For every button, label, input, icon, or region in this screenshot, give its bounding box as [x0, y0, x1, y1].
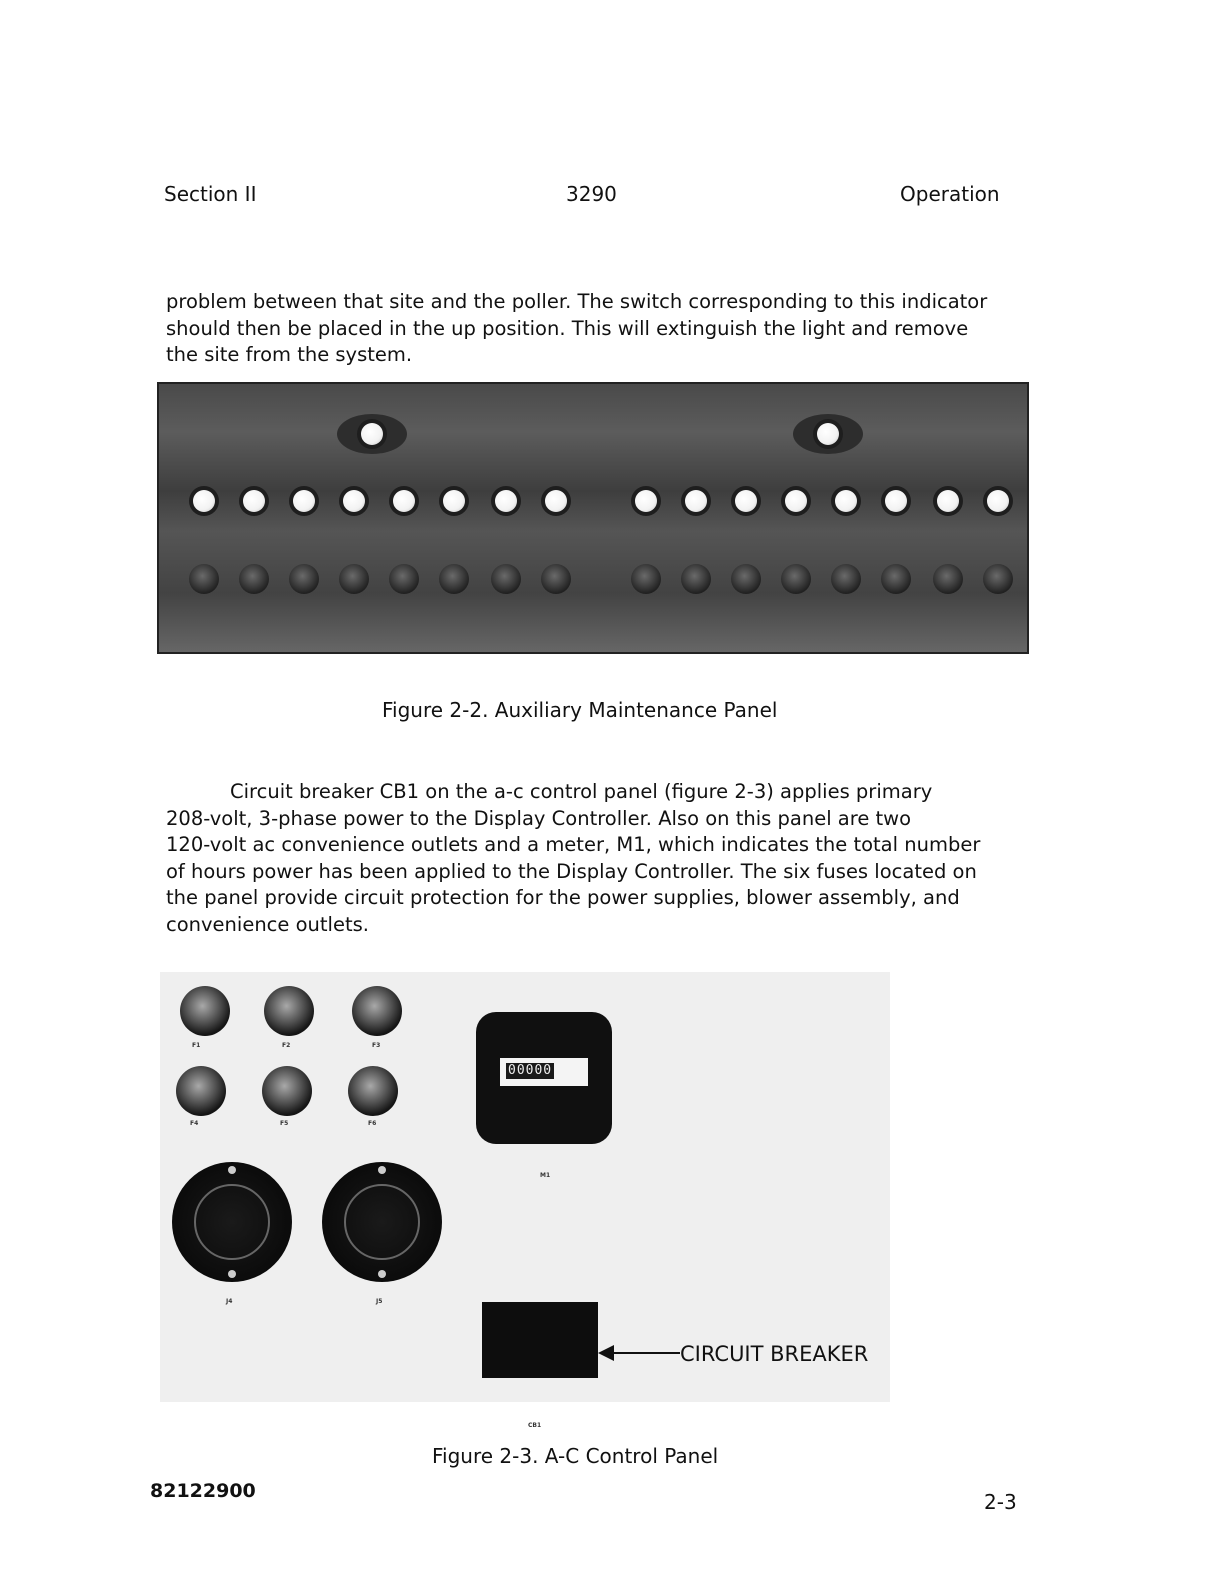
auxiliary-maintenance-panel-photo — [157, 382, 1029, 654]
circuit-breaker-callout: CIRCUIT BREAKER — [680, 1342, 869, 1366]
outlet-label: J5 — [376, 1298, 383, 1305]
fuse-icon — [352, 986, 402, 1036]
outlet-label: J4 — [226, 1298, 233, 1305]
fuse-label: F1 — [192, 1042, 201, 1049]
indicator-lamp — [545, 490, 567, 512]
figure-2-2-caption: Figure 2-2. Auxiliary Maintenance Panel — [382, 698, 778, 722]
indicator-lamp — [835, 490, 857, 512]
toggle-switch — [239, 564, 269, 594]
page-number: 2-3 — [984, 1490, 1017, 1514]
fuse-icon — [176, 1066, 226, 1116]
toggle-switch — [189, 564, 219, 594]
header-section: Section II — [164, 182, 257, 206]
fuse-icon — [348, 1066, 398, 1116]
indicator-lamp — [361, 423, 383, 445]
indicator-lamp — [937, 490, 959, 512]
indicator-lamp — [495, 490, 517, 512]
fuse-label: F5 — [280, 1120, 289, 1127]
figure-2-3-caption: Figure 2-3. A-C Control Panel — [432, 1444, 719, 1468]
indicator-lamp — [243, 490, 265, 512]
paragraph-circuit-breaker: Circuit breaker CB1 on the a-c control panel (figure 2-3) applies primary 208-volt, 3-phase power to the Display Controller. Also on this panel are two 120-volt ac convenience outlets and a meter, M1, which indicates the total number of hours power has been applied to the Display Controller. The six fuses located on the panel provide circuit protection for the power supplies, blower assembly, and convenience outlets. — [166, 780, 981, 936]
indicator-lamp — [885, 490, 907, 512]
toggle-switch — [681, 564, 711, 594]
toggle-switch — [983, 564, 1013, 594]
meter-reading: 00000 — [508, 1063, 553, 1078]
ac-control-panel-photo — [160, 972, 890, 1429]
indicator-lamp — [443, 490, 465, 512]
indicator-lamp — [987, 490, 1009, 512]
fuse-icon — [262, 1066, 312, 1116]
indicator-lamp — [635, 490, 657, 512]
indicator-lamp — [817, 423, 839, 445]
breaker-label: CB1 — [528, 1422, 542, 1429]
indicator-lamp — [193, 490, 215, 512]
paragraph-intro: problem between that site and the poller. The switch corresponding to this indicator should then be placed in the up position. This will extinguish the light and remove the site from the system. — [166, 290, 988, 366]
toggle-switch — [541, 564, 571, 594]
toggle-switch — [289, 564, 319, 594]
fuse-label: F2 — [282, 1042, 291, 1049]
hour-meter — [476, 1012, 612, 1144]
toggle-switch — [933, 564, 963, 594]
toggle-switch — [439, 564, 469, 594]
toggle-switch — [339, 564, 369, 594]
indicator-lamp — [343, 490, 365, 512]
header-model: 3290 — [566, 182, 617, 206]
indicator-lamp — [735, 490, 757, 512]
outlet-icon — [322, 1162, 442, 1282]
fuse-label: F4 — [190, 1120, 199, 1127]
toggle-switch — [781, 564, 811, 594]
fuse-label: F6 — [368, 1120, 377, 1127]
toggle-switch — [831, 564, 861, 594]
header-chapter: Operation — [900, 182, 1000, 206]
document-number: 82122900 — [150, 1480, 256, 1502]
indicator-lamp — [393, 490, 415, 512]
fuse-label: F3 — [372, 1042, 381, 1049]
fuse-icon — [180, 986, 230, 1036]
toggle-switch — [491, 564, 521, 594]
outlet-icon — [172, 1162, 292, 1282]
toggle-switch — [631, 564, 661, 594]
circuit-breaker — [482, 1302, 598, 1378]
toggle-switch — [389, 564, 419, 594]
indicator-lamp — [785, 490, 807, 512]
toggle-switch — [881, 564, 911, 594]
arrow-left-icon — [600, 1352, 680, 1354]
fuse-icon — [264, 986, 314, 1036]
indicator-lamp — [685, 490, 707, 512]
meter-label: M1 — [540, 1172, 551, 1179]
toggle-switch — [731, 564, 761, 594]
indicator-lamp — [293, 490, 315, 512]
